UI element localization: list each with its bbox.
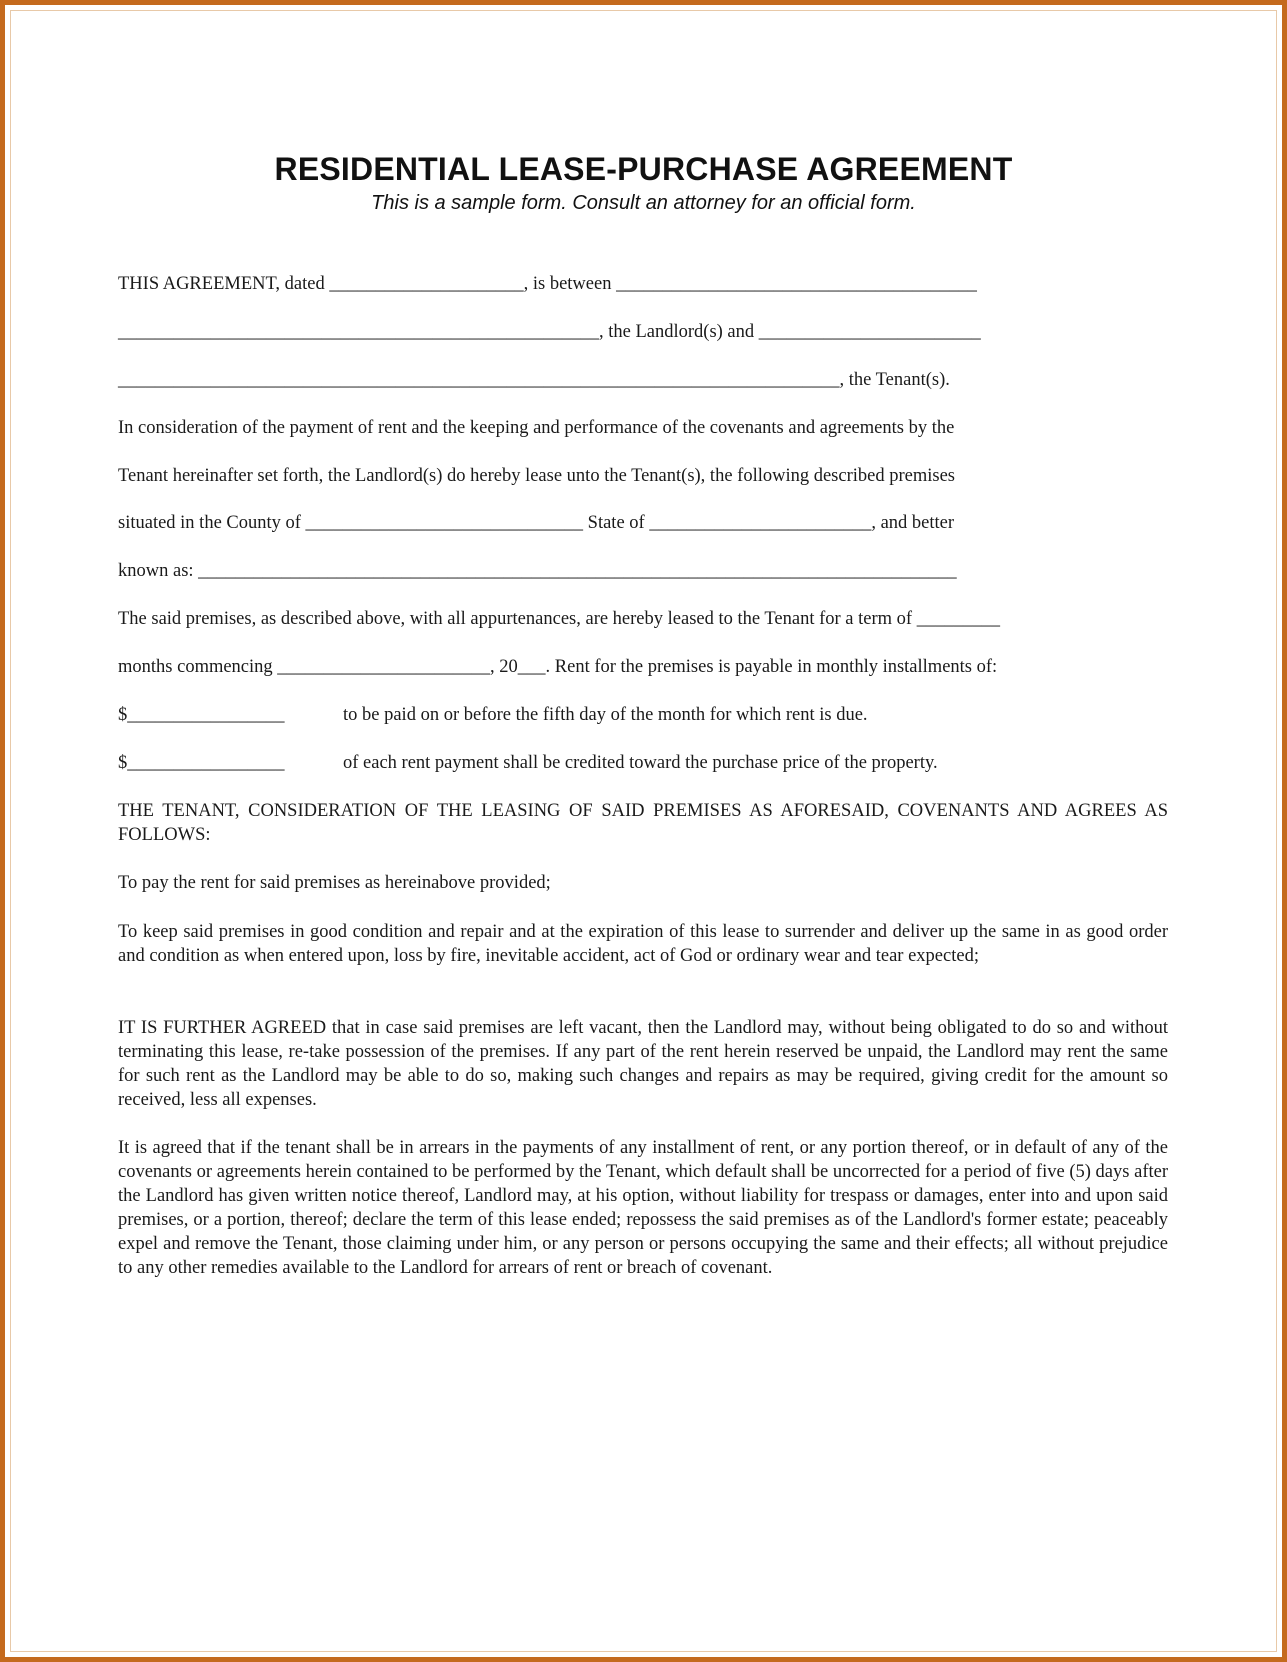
document-title: RESIDENTIAL LEASE-PURCHASE AGREEMENT xyxy=(274,151,1013,187)
landlord-line: ____________________________________________________, the Landlord(s) and ________________________ xyxy=(118,322,981,342)
lease-unto-line: Tenant hereinafter set forth, the Landlord(s) do hereby lease unto the Tenant(s), the following described premises xyxy=(118,466,955,486)
commencing-line: months commencing _______________________, 20___. Rent for the premises is payable in monthly installments of: xyxy=(118,657,998,677)
rent-amount-blank: $_________________ xyxy=(118,705,285,725)
arrears-clause: It is agreed that if the tenant shall be in arrears in the payments of any installment of rent, or any portion thereof, or in default of any of the covenants or agreements herein contained to be performed by the Tenant, which default shall be uncorrected for a period of five (5) days after the Landlord has given written notice thereof, Landlord may, at his option, without liability for trespass or damages, enter into and upon said premises, or a portion, thereof; declare the term of this lease ended; repossess the said premises as of the Landlord's former estate; peaceably expel and remove the Tenant, those claiming under him, or any person or persons occupying the same and their effects; all without prejudice to any other remedies available to the Landlord for arrears of rent or breach of covenant. xyxy=(118,1138,1168,1278)
county-state-line: situated in the County of ______________________________ State of ________________________, and better xyxy=(118,513,955,533)
agreement-date-parties-line: THIS AGREEMENT, dated _____________________, is between _______________________________________ xyxy=(118,274,977,294)
known-as-line: known as: __________________________________________________________________________________ xyxy=(118,561,957,581)
rent-due-description: to be paid on or before the fifth day of the month for which rent is due. xyxy=(343,705,868,725)
further-agreed-clause: IT IS FURTHER AGREED that in case said premises are left vacant, then the Landlord may, without being obligated to do so and without terminating this lease, re-take possession of the premises. If any part of the rent herein reserved be unpaid, the Landlord may rent the same for such rent as the Landlord may be able to do so, making such changes and repairs as may be required, giving credit for the amount so received, less all expenses. xyxy=(118,1018,1168,1110)
document-subtitle: This is a sample form. Consult an attorney for an official form. xyxy=(371,192,916,214)
tenant-line: ______________________________________________________________________________, the Tenant(s). xyxy=(118,370,950,390)
keep-premises-clause: To keep said premises in good condition and repair and at the expiration of this lease to surrender and deliver up the same in as good order and condition as when entered upon, loss by fire, inevitable accident, act of God or ordinary wear and tear expected; xyxy=(118,922,1168,966)
consideration-line: In consideration of the payment of rent and the keeping and performance of the covenants and agreements by the xyxy=(118,418,955,438)
tenant-covenants-heading: THE TENANT, CONSIDERATION OF THE LEASING OF SAID PREMISES AS AFORESAID, COVENANTS AND AGREES AS FOLLOWS: xyxy=(118,801,1168,845)
pay-rent-clause: To pay the rent for said premises as hereinabove provided; xyxy=(118,873,551,893)
term-line: The said premises, as described above, with all appurtenances, are hereby leased to the Tenant for a term of _________ xyxy=(118,609,1000,629)
credit-description: of each rent payment shall be credited toward the purchase price of the property. xyxy=(343,753,938,773)
credit-amount-blank: $_________________ xyxy=(118,753,285,773)
